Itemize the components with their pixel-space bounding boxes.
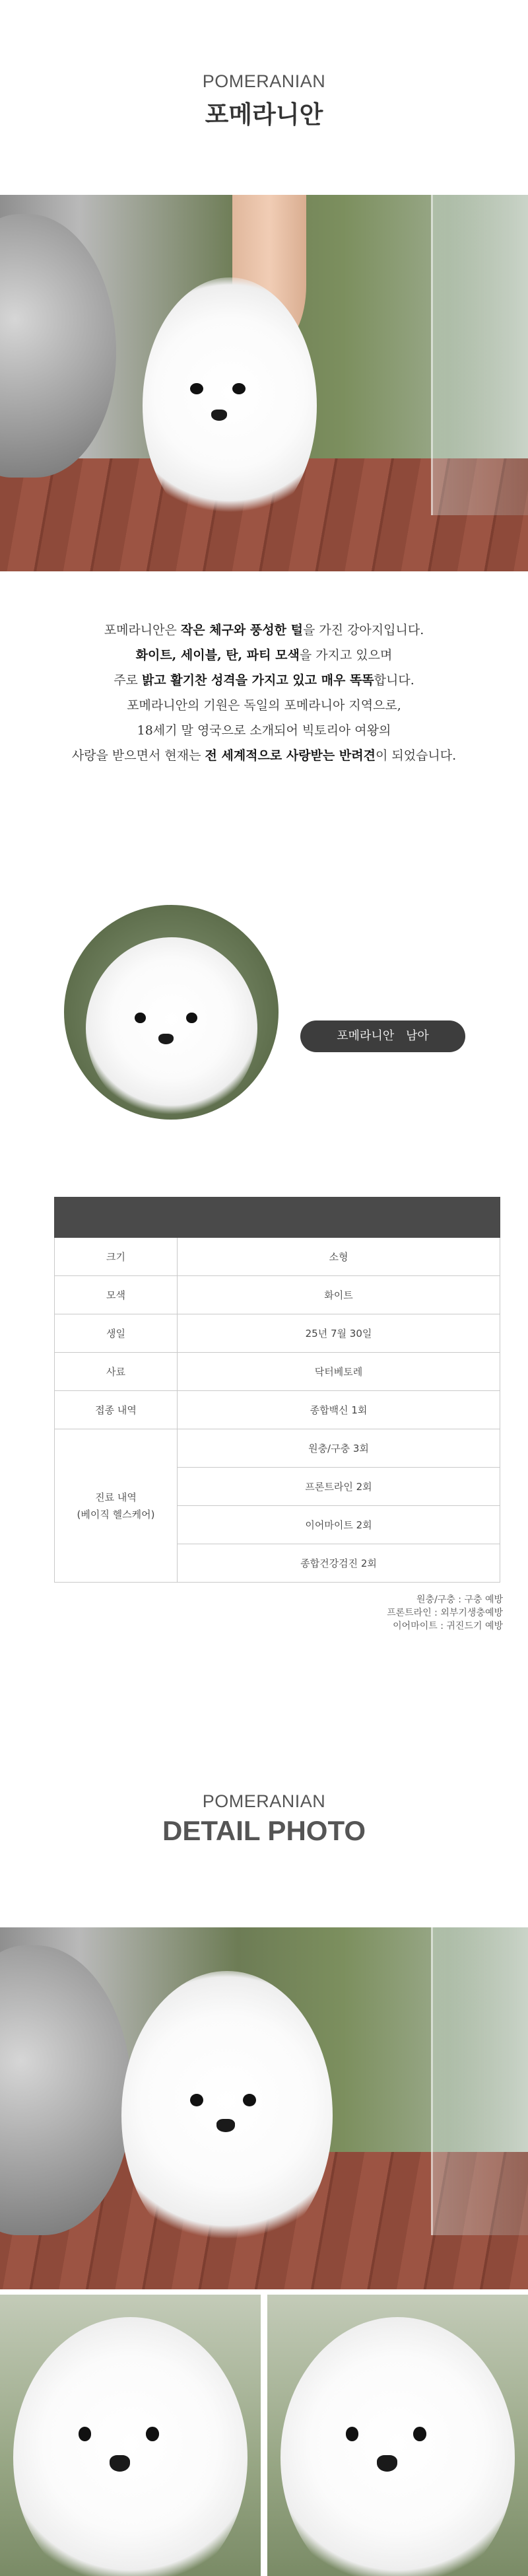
table-row: 종합건강검진 2회 xyxy=(55,1544,500,1583)
table-row: 접종 내역 종합백신 1회 xyxy=(55,1391,500,1429)
profile-photo xyxy=(64,905,279,1120)
desc-line-4: 포메라니안의 기원은 독일의 포메라니아 지역으로, xyxy=(127,698,401,713)
info-table-header xyxy=(55,1198,500,1238)
table-row: 생일 25년 7월 30일 xyxy=(55,1314,500,1353)
detail-photo-main xyxy=(0,1927,528,2289)
breed-description xyxy=(0,618,528,768)
table-row: 모색 화이트 xyxy=(55,1276,500,1314)
care-notes: 원충/구충 : 구충 예방 프론트라인 : 외부기생충예방 이어마이트 : 귀진드기 예방 xyxy=(387,1594,503,1631)
desc-line-6: 사랑을 받으면서 현재는 전 세계적으로 사랑받는 반려견이 되었습니다. xyxy=(71,748,457,763)
care-key: 진료 내역 (베이직 헬스케어) xyxy=(55,1429,178,1583)
header-eng-title: POMERANIAN xyxy=(202,71,326,91)
desc-line-1: 포메라니안은 작은 체구와 풍성한 털을 가진 강아지입니다. xyxy=(104,623,424,637)
table-row: 이어마이트 2회 xyxy=(55,1506,500,1544)
desc-line-3: 주로 밝고 활기찬 성격을 가지고 있고 매우 똑똑합니다. xyxy=(114,673,414,688)
detail-photo-right xyxy=(267,2295,528,2576)
header-kor-title: 포메라니안 xyxy=(205,100,323,129)
hero-photo xyxy=(0,195,528,571)
table-row: 진료 내역 (베이직 헬스케어) 원충/구충 3회 xyxy=(55,1429,500,1468)
desc-line-2: 화이트, 세이블, 탄, 파티 모색을 가지고 있으며 xyxy=(135,648,393,662)
profile-badge xyxy=(300,1020,465,1052)
detail-title: DETAIL PHOTO xyxy=(162,1815,366,1846)
table-row: 프론트라인 2회 xyxy=(55,1468,500,1506)
detail-eng-title: POMERANIAN xyxy=(202,1791,326,1811)
table-row: 사료 닥터베토레 xyxy=(55,1353,500,1391)
breed-label: 포메라니안 xyxy=(337,1029,395,1043)
detail-photo-left xyxy=(0,2295,261,2576)
info-table xyxy=(54,1197,500,1583)
info-table-wrapper xyxy=(54,1197,500,1583)
sex-label: 남아 xyxy=(405,1029,429,1043)
table-row: 크기 소형 xyxy=(55,1238,500,1276)
desc-line-5: 18세기 말 영국으로 소개되어 빅토리아 여왕의 xyxy=(137,723,391,738)
